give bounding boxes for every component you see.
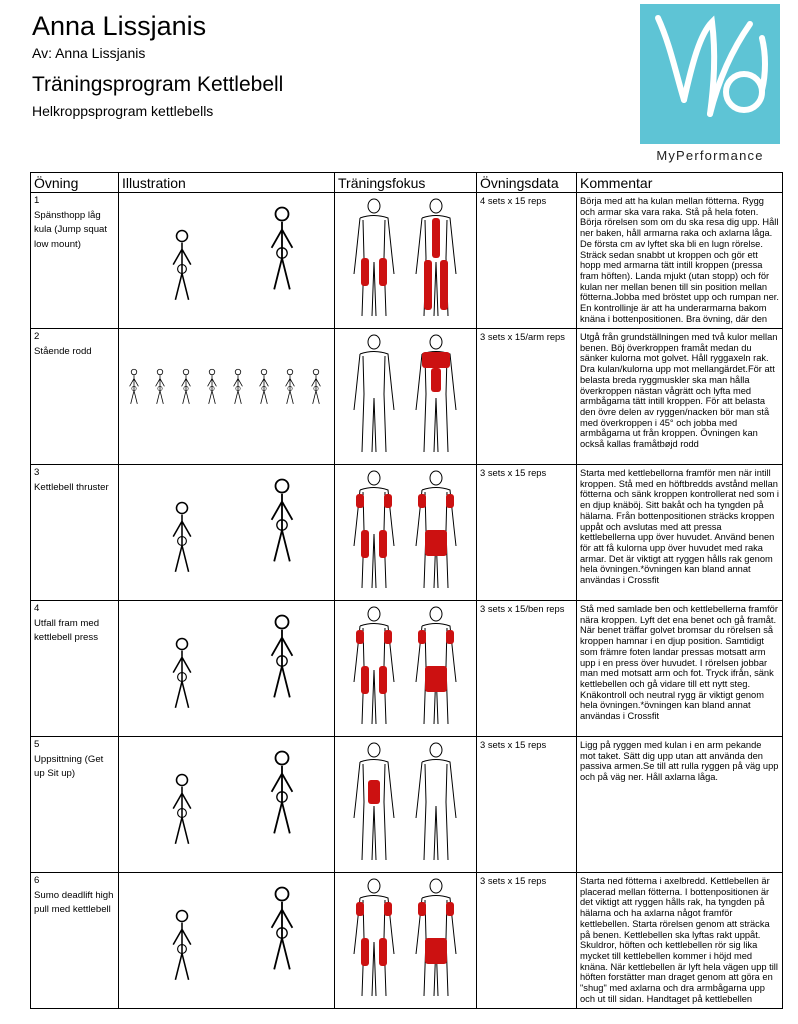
- body-outline: [354, 879, 394, 996]
- exercise-name: Kettlebell thruster: [34, 481, 109, 493]
- exercise-comment: Ligg på ryggen med kulan i en arm pekande mot taket. Sätt dig upp utan att använda den passiva armen.Se till att rulla ryggen på väg upp och på väg ner. Håll axlarna låga.: [580, 740, 779, 783]
- athlete-figure: [173, 503, 191, 572]
- muscle-highlight: [379, 938, 387, 966]
- exercise-data: 3 sets x 15 reps: [477, 465, 577, 601]
- body-outline: [354, 335, 394, 452]
- focus-cell: [335, 873, 477, 1009]
- exercise-cell: [31, 737, 119, 873]
- comment-cell: [577, 737, 783, 873]
- muscle-focus-diagram: [338, 332, 472, 458]
- exercise-data: 3 sets x 15 reps: [477, 737, 577, 873]
- muscle-highlight: [379, 666, 387, 694]
- muscle-highlight: [432, 218, 440, 258]
- program-title: Träningsprogram Kettlebell: [32, 73, 284, 96]
- muscle-highlight: [440, 260, 448, 310]
- exercise-row: [31, 193, 783, 329]
- program-subtitle: Helkroppsprogram kettlebells: [32, 103, 214, 119]
- exercise-table: [30, 172, 783, 1009]
- exercise-name: Stående rodd: [34, 345, 92, 357]
- exercise-number: 6: [34, 875, 40, 886]
- muscle-highlight: [425, 666, 447, 692]
- muscle-highlight: [418, 630, 426, 644]
- column-header-illustration: Illustration: [119, 173, 335, 193]
- muscle-highlight: [446, 902, 454, 916]
- exercise-name: Utfall fram med kettlebell press: [34, 617, 100, 644]
- body-outline: [416, 335, 456, 452]
- focus-cell: [335, 329, 477, 465]
- body-outline: [354, 199, 394, 316]
- column-header-ovning: Övning: [31, 173, 119, 193]
- focus-cell: [335, 601, 477, 737]
- exercise-comment: Stå med samlade ben och kettlebellerna framför nära kroppen. Lyft det ena benet och gå framåt. När benet träffar golvet bromsar du rörelsen så kroppen hamnar i en djup position. Samtidigt som främre foten landar pressas motsatt arm upp i en press över huvudet. I rörelsen jobbar man med motsatt arm och fot. Tryck ifrån, sänk kettlebellen och gå vidare till ett nytt steg. Knäkontroll och neutral rygg är viktigt genom hela övningen.*övningen kan bland annat användas i Crossfit: [580, 604, 778, 722]
- muscle-focus-diagram: [338, 196, 472, 322]
- exercise-row: [31, 465, 783, 601]
- exercise-data: 3 sets x 15/arm reps: [477, 329, 577, 465]
- exercise-number: 5: [34, 739, 40, 750]
- muscle-highlight: [384, 630, 392, 644]
- focus-cell: [335, 737, 477, 873]
- athlete-figure: [173, 775, 191, 844]
- exercise-number: 1: [34, 195, 40, 206]
- athlete-figure: [272, 888, 293, 970]
- exercise-data: 3 sets x 15/ben reps: [477, 601, 577, 737]
- exercise-cell: [31, 465, 119, 601]
- author-name: Anna Lissjanis: [32, 11, 207, 41]
- exercise-data: 4 sets x 15 reps: [477, 193, 577, 329]
- exercise-cell: [31, 601, 119, 737]
- muscle-highlight: [361, 938, 369, 966]
- exercise-cell: [31, 873, 119, 1009]
- exercise-illustration: [122, 604, 330, 730]
- comment-cell: [577, 193, 783, 329]
- table-header-row: [31, 173, 783, 193]
- illustration-cell: [119, 465, 335, 601]
- exercise-cell: [31, 329, 119, 465]
- muscle-focus-diagram: [338, 604, 472, 730]
- comment-cell: [577, 873, 783, 1009]
- muscle-highlight: [422, 352, 450, 368]
- athlete-figure: [208, 369, 217, 404]
- column-header-kommentar: Kommentar: [577, 173, 783, 193]
- exercise-illustration: [122, 196, 330, 322]
- muscle-highlight: [368, 780, 380, 804]
- body-outline: [416, 743, 456, 860]
- muscle-highlight: [425, 530, 447, 556]
- comment-cell: [577, 465, 783, 601]
- column-header-traningsfokus: Träningsfokus: [335, 173, 477, 193]
- document-header: [32, 10, 283, 120]
- body-outline: [354, 743, 394, 860]
- athlete-figure: [173, 231, 191, 300]
- illustration-cell: [119, 329, 335, 465]
- author-line: Av: Anna Lissjanis: [32, 45, 146, 61]
- athlete-figure: [272, 208, 293, 290]
- muscle-highlight: [446, 630, 454, 644]
- exercise-row: [31, 873, 783, 1009]
- body-outline: [354, 471, 394, 588]
- muscle-highlight: [384, 494, 392, 508]
- exercise-comment: Börja med att ha kulan mellan fötterna. Rygg och armar ska vara raka. Stå på hela foten. Börja rörelsen som om du ska resa dig upp. Håll ner baken, håll armarna raka och axlarna låga. De första cm av lyftet ska bli en lugn rörelse. Sträck sedan snabbt ut kroppen och gör ett hopp med armarna tätt intill kroppen (pressa fram höften). Landa mjukt (utan stopp) och för kulan ner mellan benen till sin position mellan fötterna.Jobba med bröstet upp och rumpan ner. En kontrollinje är att ha underarmarna bakom knäna i bottenpositionen. Bra övning, där den: [580, 196, 779, 324]
- exercise-name: Uppsittning (Get up Sit up): [34, 753, 104, 780]
- athlete-figure: [182, 369, 191, 404]
- focus-cell: [335, 465, 477, 601]
- exercise-row: [31, 737, 783, 873]
- exercise-illustration: [122, 332, 330, 458]
- exercise-cell: [31, 193, 119, 329]
- athlete-figure: [173, 639, 191, 708]
- muscle-highlight: [356, 902, 364, 916]
- muscle-highlight: [356, 494, 364, 508]
- exercise-illustration: [122, 740, 330, 866]
- muscle-highlight: [384, 902, 392, 916]
- exercise-number: 3: [34, 467, 40, 478]
- body-outline: [416, 607, 456, 724]
- muscle-highlight: [356, 630, 364, 644]
- muscle-highlight: [361, 666, 369, 694]
- exercise-name: Spänsthopp låg kula (Jump squat low mount): [34, 209, 108, 250]
- muscle-highlight: [379, 258, 387, 286]
- muscle-highlight: [361, 258, 369, 286]
- comment-cell: [577, 601, 783, 737]
- athlete-figure: [234, 369, 243, 404]
- comment-cell: [577, 329, 783, 465]
- exercise-number: 4: [34, 603, 40, 614]
- exercise-comment: Starta med kettlebellorna framför men när intill kroppen. Stå med en höftbredds avstånd mellan fötterna och sänk kroppen kontrollerat ned som i en djup knäböj. Sitt bakåt och ha tyngden på hälarna. Från bottenpositionen sträcks kroppen uppåt och avslutas med att pressa kettlebellerna upp över huvudet. Använd benen för att få kulorna upp över huvudet med raka armar. Det är viktigt att ryggen hålls rak genom hela övningen.*övningen kan bland annat användas i Crossfit: [580, 468, 779, 586]
- athlete-figure: [156, 369, 165, 404]
- athlete-figure: [272, 480, 293, 562]
- athlete-figure: [173, 911, 191, 980]
- body-outline: [416, 471, 456, 588]
- athlete-figure: [272, 616, 293, 698]
- illustration-cell: [119, 193, 335, 329]
- body-outline: [416, 199, 456, 316]
- exercise-illustration: [122, 876, 330, 1002]
- exercise-comment: Utgå från grundställningen med två kulor mellan benen. Böj överkroppen framåt medan du sänker kulorna mot golvet. Håll ryggaxeln rak. Dra kulan/kulorna upp mot mellangärdet.För att belasta breda ryggmuskler ska man hålla överkroppen nästan vågrätt och lyfta med armbågarna tätt intill kroppen. För att belasta den övre delen av ryggen/nacken bör man stå med överkroppen i 45° och jobba med armbågarna ut från kroppen. Övningen kan också kallas framåtbøjd rodd: [580, 332, 778, 450]
- muscle-highlight: [361, 530, 369, 558]
- muscle-highlight: [418, 902, 426, 916]
- exercise-row: [31, 329, 783, 465]
- muscle-highlight: [424, 260, 432, 310]
- muscle-focus-diagram: [338, 468, 472, 594]
- body-outline: [416, 879, 456, 996]
- athlete-figure: [260, 369, 269, 404]
- logo-text: MyPerformance: [656, 148, 764, 163]
- illustration-cell: [119, 737, 335, 873]
- illustration-cell: [119, 873, 335, 1009]
- muscle-focus-diagram: [338, 740, 472, 866]
- exercise-number: 2: [34, 331, 40, 342]
- athlete-figure: [272, 752, 293, 834]
- athlete-figure: [286, 369, 295, 404]
- muscle-highlight: [446, 494, 454, 508]
- logo-mark-icon: [640, 4, 780, 144]
- muscle-highlight: [431, 368, 441, 392]
- body-outline: [354, 607, 394, 724]
- exercise-data: 3 sets x 15 reps: [477, 873, 577, 1009]
- focus-cell: [335, 193, 477, 329]
- muscle-highlight: [418, 494, 426, 508]
- myperformance-logo: [640, 4, 780, 144]
- muscle-highlight: [425, 938, 447, 964]
- athlete-figure: [130, 369, 139, 404]
- exercise-name: Sumo deadlift high pull med kettlebell: [34, 889, 114, 916]
- exercise-illustration: [122, 468, 330, 594]
- muscle-focus-diagram: [338, 876, 472, 1002]
- column-header-ovningsdata: Övningsdata: [477, 173, 577, 193]
- athlete-figure: [312, 369, 321, 404]
- muscle-highlight: [379, 530, 387, 558]
- exercise-comment: Starta ned fötterna i axelbredd. Kettlebellen är placerad mellan fötterna. I bottenpositionen är det viktigt att ryggen hålls rak, ha tyngden på hälarna och ha axlarna något framför kettlebellen. Starta rörelsen genom att sträcka på benen. Kettlebellen ska lyftas rakt uppåt. Skuldror, höften och kettlebellen rör sig lika mycket till kettlebellen kommer i höjd med knäna. När kettlebellen är lyft hela vägen upp till höften forstätter man draget genom att göra en "shug" med axlarna och dra armbågarna upp och ut till sidan. Handtaget på kettlebellen: [580, 876, 778, 1004]
- exercise-row: [31, 601, 783, 737]
- illustration-cell: [119, 601, 335, 737]
